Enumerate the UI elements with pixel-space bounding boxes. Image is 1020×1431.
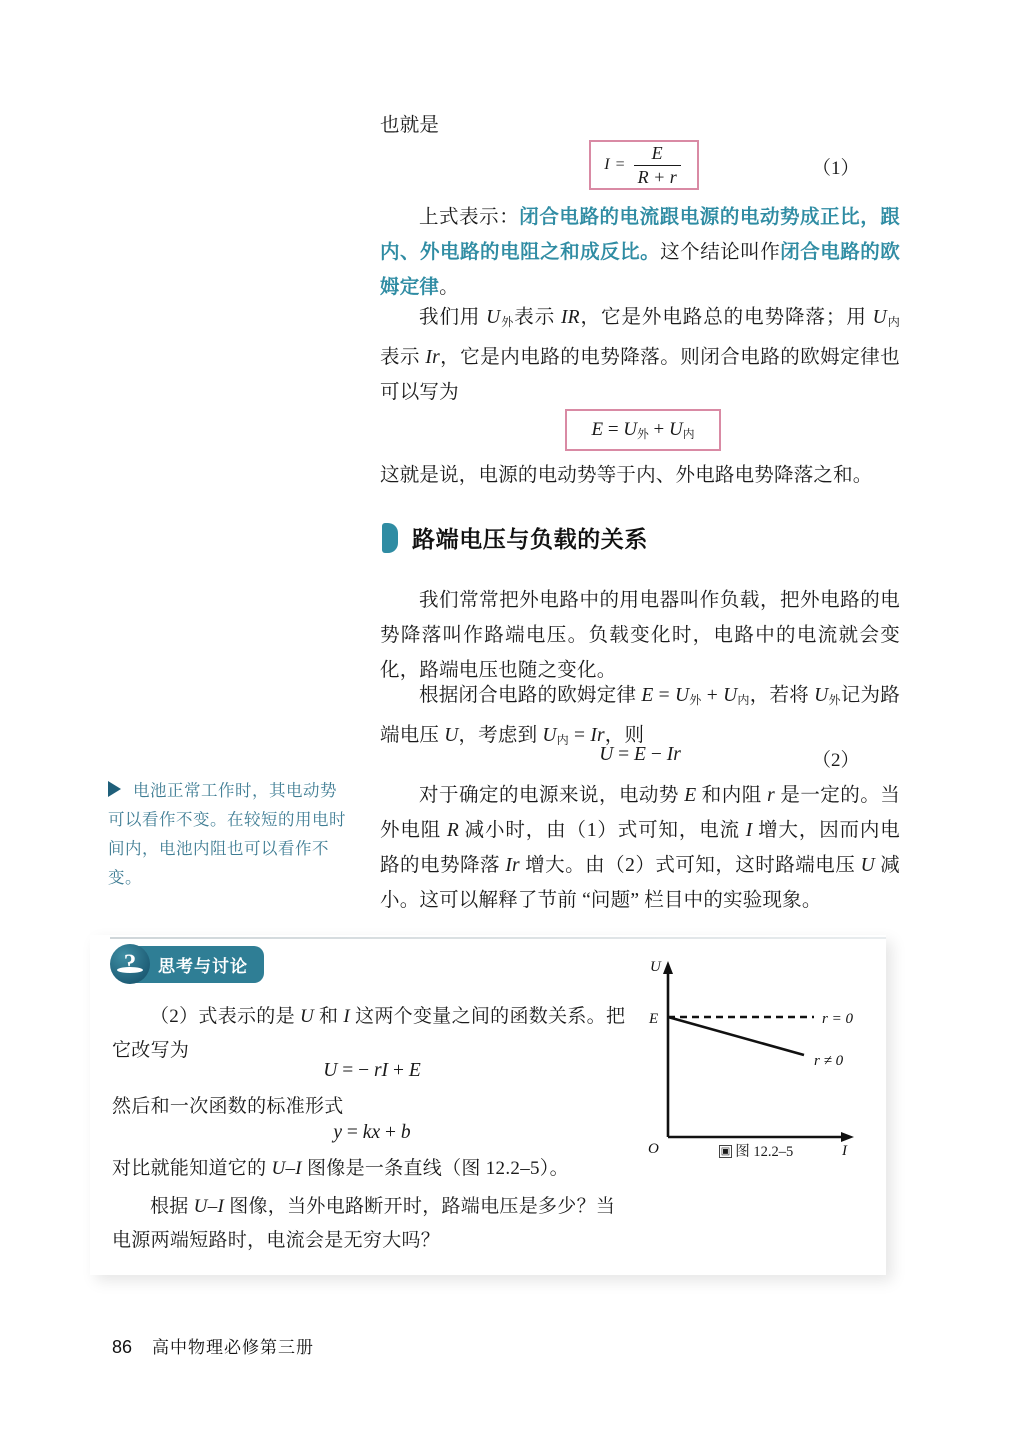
x-axis-label: I <box>842 1143 847 1159</box>
question-mark-icon <box>110 944 150 984</box>
formula-1-relation: = <box>615 156 625 173</box>
discussion-paragraph-4: 根据 U–I 图像，当外电路断开时，路端电压是多少？当电源两端短路时，电流会是无穷大吗？ <box>112 1196 616 1251</box>
emphasis-ohm-law-name: 闭合电路的欧姆定律 <box>380 242 901 298</box>
formula-1-lhs: I <box>604 156 610 173</box>
discussion-formula-linear: y = kx + b <box>333 1122 411 1143</box>
figure-u-i-graph <box>636 955 876 1165</box>
figure-caption-prefix: 图 <box>735 1144 750 1160</box>
figure-caption <box>636 1140 876 1161</box>
triangle-marker-icon <box>108 781 121 797</box>
paragraph-mid: 这个结论叫作 <box>660 242 781 263</box>
lead-in-text: 也就是 <box>380 115 440 136</box>
figure-glyph-icon: ▣ <box>720 1146 731 1157</box>
discussion-badge <box>110 944 264 984</box>
page-footer <box>112 1333 314 1358</box>
emf-label: E <box>649 1011 659 1027</box>
margin-note-text: 电池正常工作时，其电动势可以看作不变。在较短的用电时间内，电池内阻也可以看作不变。 <box>108 781 346 887</box>
discussion-paragraph-3: 对比就能知道它的 U–I 图像是一条直线（图 12.2–5）。 <box>112 1158 569 1179</box>
discussion-paragraph-2: 然后和一次函数的标准形式 <box>112 1096 344 1117</box>
discussion-paragraph-1: （2）式表示的是 U 和 I 这两个变量之间的函数关系。把它改写为 <box>112 1006 626 1061</box>
formula-1-fraction <box>634 143 681 188</box>
section-heading <box>382 521 648 554</box>
section-title: 路端电压与负载的关系 <box>412 526 648 552</box>
margin-note <box>108 776 346 892</box>
discussion-top-rule <box>110 937 886 939</box>
paragraph-ohm-law-statement <box>380 200 900 305</box>
series-label-r-nonzero: r ≠ 0 <box>814 1053 844 1069</box>
series-label-r-zero: r = 0 <box>822 1011 853 1027</box>
formula-1-box <box>589 140 699 190</box>
paragraph-suffix: 。 <box>439 277 459 298</box>
paragraph-u-external-internal: 我们用 $U_外$表示 IR，它是外电路总的电势降落；用 $U_内$表示 Ir，它是内电路的电势降落。则闭合电路的欧姆定律也可以写为 <box>380 307 900 404</box>
figure-caption-number: 12.2–5 <box>753 1144 794 1160</box>
paragraph-fixed-source-analysis: 对于确定的电源来说，电动势 E 和内阻 r 是一定的。当外电阻 R 减小时，由（1）式可知，电流 I 增大，因而内电路的电势降落 Ir 增大。由（2）式可知，这时路端电压 U 减小。这可以解释了节前 “问题” 栏目中的实验现象。 <box>380 785 900 911</box>
origin-label: O <box>648 1141 659 1157</box>
formula-emf-box: $E = U_外 + U_内$ <box>565 409 721 451</box>
paragraph-load-definition: 我们常常把外电路中的用电器叫作负载，把外电路的电势降落叫作路端电压。负载变化时，电路中的电流就会变化，路端电压也随之变化。 <box>380 590 900 681</box>
equation-number-2: （2） <box>812 750 860 771</box>
emphasis-ohm-law-proportionality: 闭合电路的电流跟电源的电动势成正比，跟内、外电路的电阻之和成反比。 <box>380 207 900 263</box>
discussion-formula-rewrite: U = − rI + E <box>323 1060 421 1081</box>
formula-1-denominator: R + r <box>634 165 681 188</box>
formula-terminal-voltage: U = E − Ir <box>599 744 681 765</box>
paragraph-emf-equals-sum: 这就是说，电源的电动势等于内、外电路电势降落之和。 <box>380 465 873 486</box>
paragraph-prefix: 上式表示： <box>419 207 520 228</box>
footer-book-title: 高中物理必修第三册 <box>152 1338 315 1357</box>
equation-number-1: （1） <box>812 158 860 179</box>
y-axis-arrow <box>663 961 673 974</box>
footer-page-number: 86 <box>112 1337 133 1357</box>
series-line-r-nonzero <box>668 1017 804 1055</box>
formula-1-numerator: E <box>651 142 663 163</box>
discussion-badge-label: 思考与讨论 <box>124 946 264 983</box>
paragraph-terminal-voltage-derivation: 根据闭合电路的欧姆定律 $E = U_外 + U_内$，若将 $U_外$记为路端电压 U，考虑到 $U_内 = Ir$，则 <box>380 685 900 748</box>
y-axis-label: U <box>650 959 661 975</box>
section-bullet-icon <box>382 523 398 553</box>
